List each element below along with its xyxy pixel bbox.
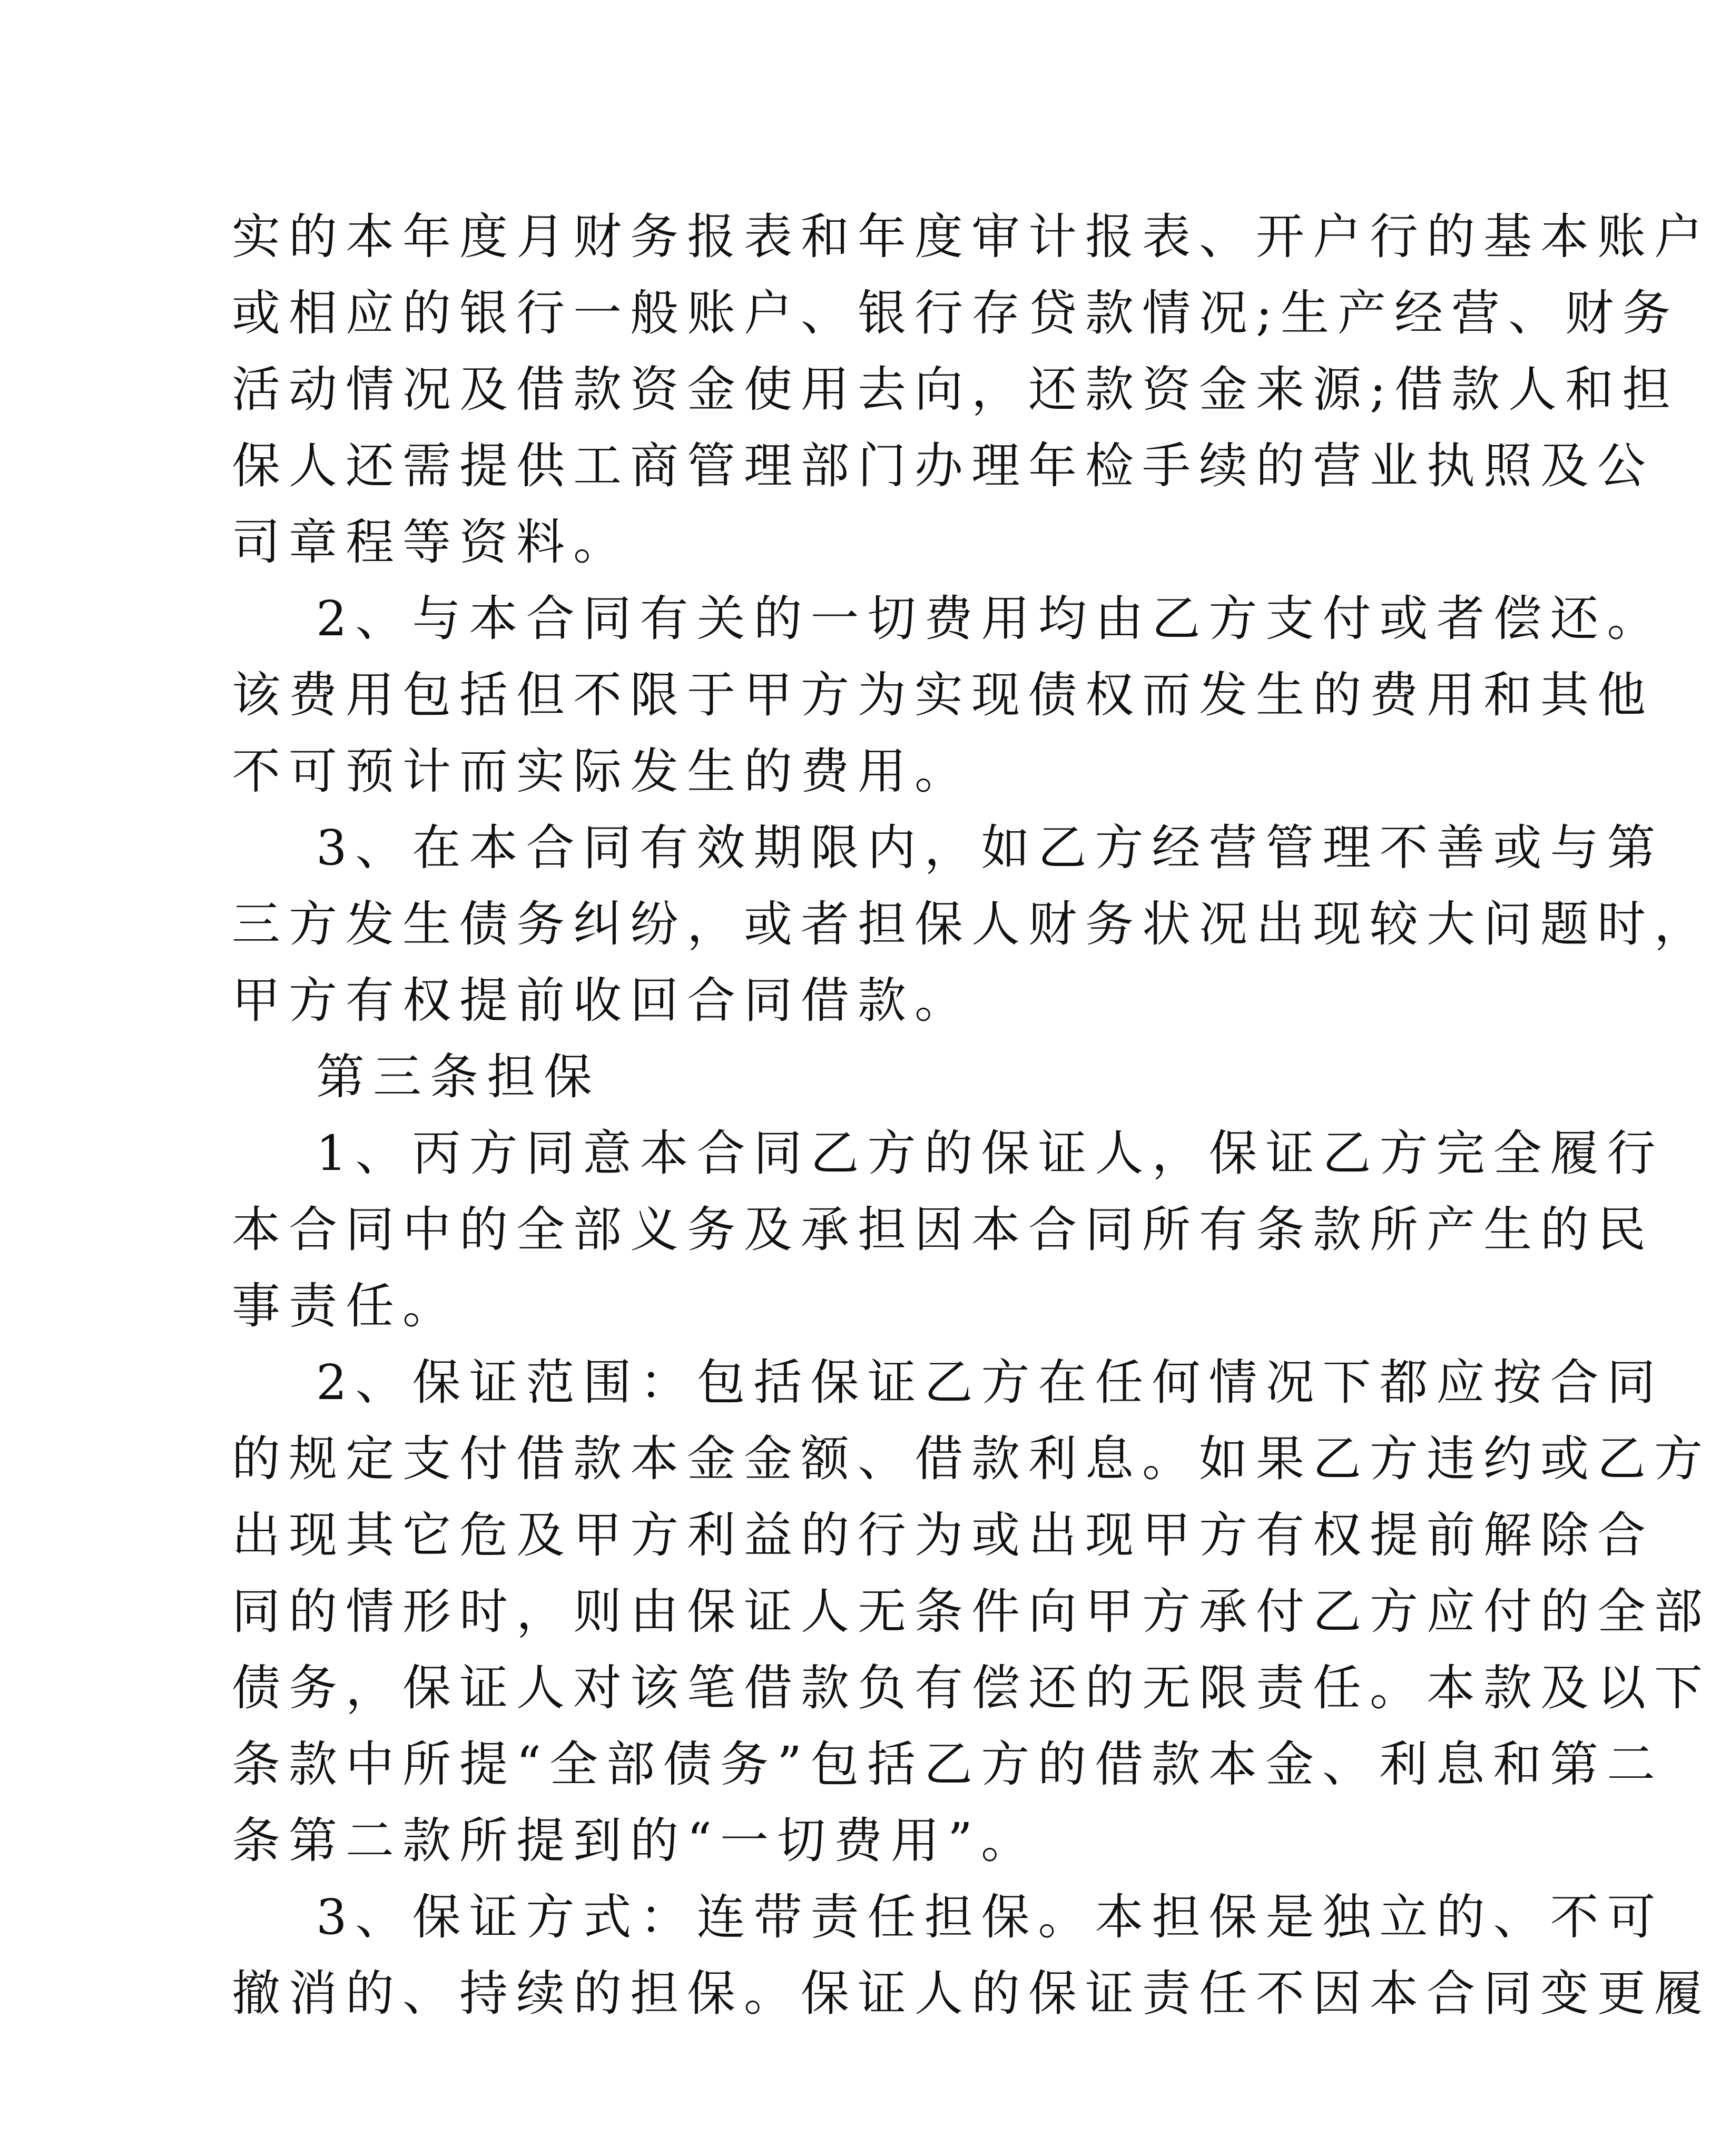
text-line: 保人还需提供工商管理部门办理年检手续的营业执照及公 <box>232 438 1655 494</box>
text-line: 甲方有权提前收回合同借款。 <box>232 972 972 1029</box>
text-line: 的规定支付借款本金金额、借款利息。如果乙方违约或乙方 <box>232 1431 1711 1487</box>
text-line: 本合同中的全部义务及承担因本合同所有条款所产生的民 <box>232 1202 1655 1258</box>
text-line: 债务，保证人对该笔借款负有偿还的无限责任。本款及以下 <box>232 1660 1711 1716</box>
paragraph-first-line: 1、丙方同意本合同乙方的保证人，保证乙方完全履行 <box>316 1125 1664 1182</box>
text-line: 司章程等资料。 <box>232 514 631 570</box>
text-line: 该费用包括但不限于甲方为实现债权而发生的费用和其他 <box>232 667 1655 723</box>
paragraph-first-line: 3、保证方式：连带责任担保。本担保是独立的、不可 <box>316 1889 1664 1945</box>
text-line: 或相应的银行一般账户、银行存贷款情况;生产经营、财务 <box>232 285 1679 341</box>
paragraph-first-line: 3、在本合同有效期限内，如乙方经营管理不善或与第 <box>316 820 1664 876</box>
paragraph-first-line: 2、保证范围：包括保证乙方在任何情况下都应按合同 <box>316 1354 1664 1411</box>
section-heading: 第三条担保 <box>316 1049 601 1105</box>
paragraph-first-line: 2、与本合同有关的一切费用均由乙方支付或者偿还。 <box>316 590 1664 647</box>
text-line: 事责任。 <box>232 1278 460 1334</box>
text-line: 三方发生债务纠纷，或者担保人财务状况出现较大问题时， <box>232 896 1711 952</box>
text-line: 活动情况及借款资金使用去向，还款资金来源;借款人和担 <box>232 361 1679 418</box>
text-line: 撤消的、持续的担保。保证人的保证责任不因本合同变更履 <box>232 1965 1711 2022</box>
text-line: 条第二款所提到的“一切费用”。 <box>232 1813 1038 1869</box>
text-line: 实的本年度月财务报表和年度审计报表、开户行的基本账户 <box>232 209 1711 265</box>
text-line: 同的情形时，则由保证人无条件向甲方承付乙方应付的全部 <box>232 1583 1711 1640</box>
text-line: 不可预计而实际发生的费用。 <box>232 743 972 800</box>
text-line: 出现其它危及甲方利益的行为或出现甲方有权提前解除合 <box>232 1507 1655 1563</box>
text-line: 条款中所提“全部债务”包括乙方的借款本金、利息和第二 <box>232 1736 1664 1793</box>
